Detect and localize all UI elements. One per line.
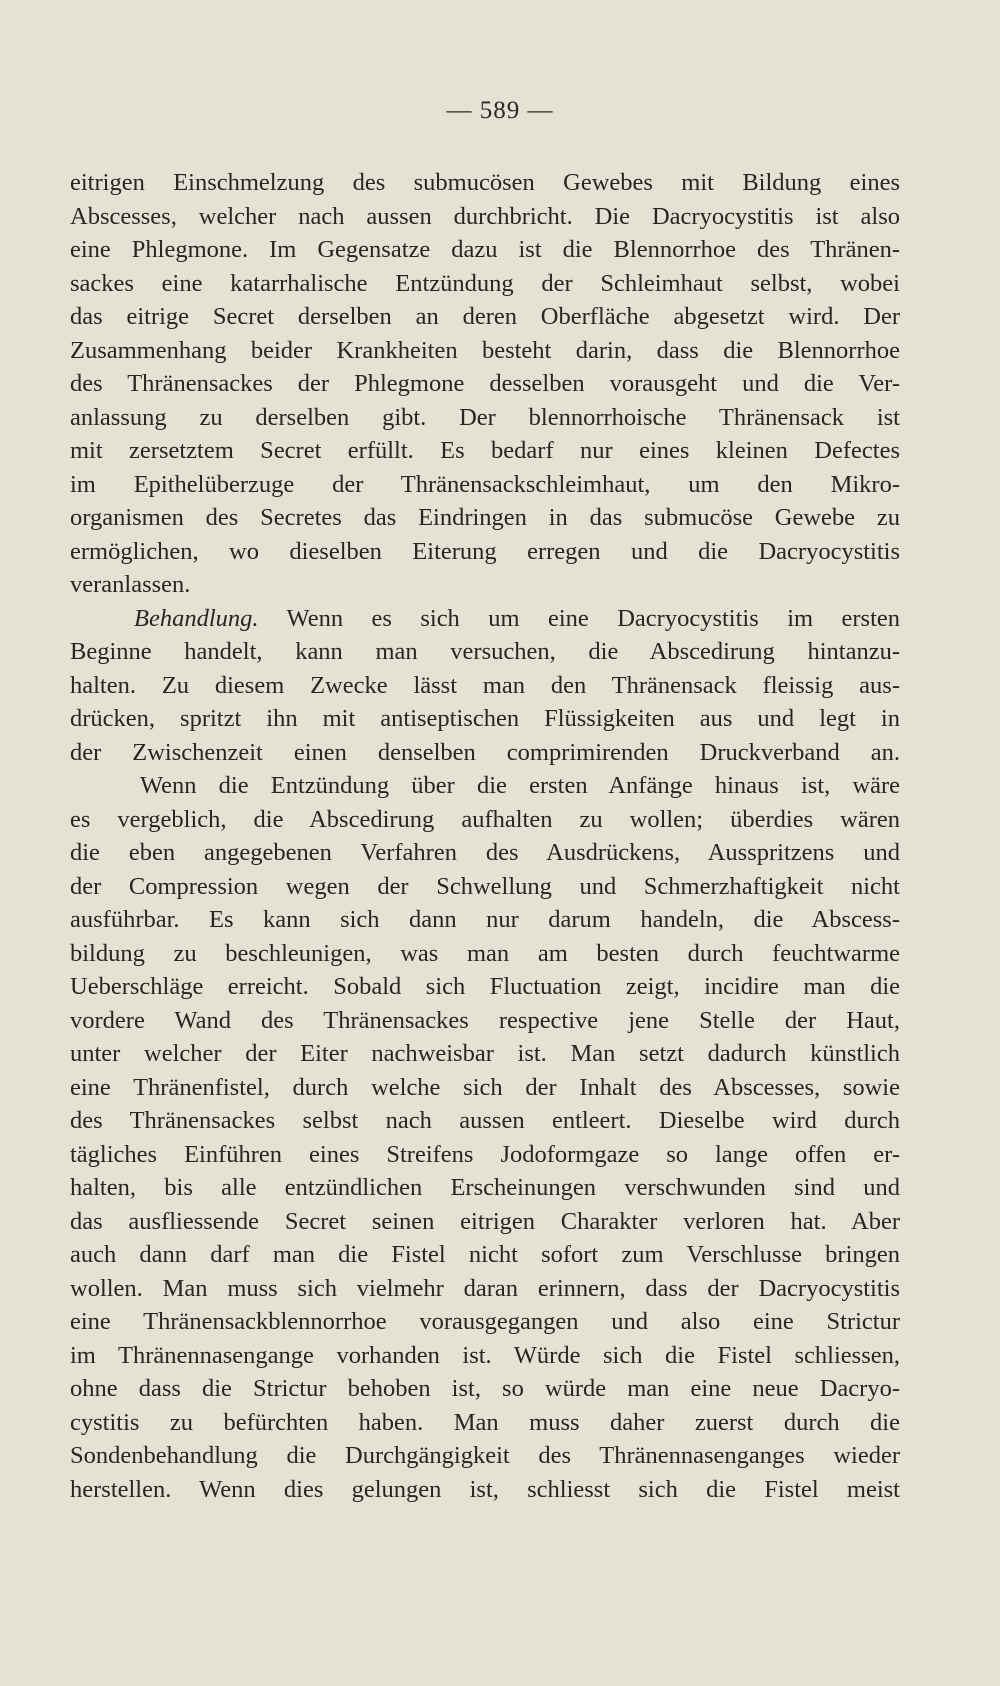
text-line: Ueberschläge erreicht. Sobald sich Fluctuation zeigt, incidire man die bbox=[70, 973, 900, 1000]
text-line: veranlassen. bbox=[70, 571, 191, 598]
text-line: Abscesses, welcher nach aussen durchbricht. Die Dacryocystitis ist also bbox=[70, 202, 900, 230]
text-line: halten, bis alle entzündlichen Erscheinungen verschwunden sind und bbox=[70, 1174, 900, 1201]
text-line: wollen. Man muss sich vielmehr daran erinnern, dass der Dacryocystitis bbox=[70, 1274, 900, 1302]
text-line: das ausfliessende Secret seinen eitrigen Charakter verloren hat. Aber bbox=[70, 1207, 900, 1235]
text-line: mit zersetztem Secret erfüllt. Es bedarf nur eines kleinen Defectes bbox=[70, 437, 900, 464]
text-line: im Thränennasengange vorhanden ist. Würde sich die Fistel schliessen, bbox=[70, 1341, 900, 1369]
text-line: eine Thränensackblennorrhoe vorausgegangen und also eine Strictur bbox=[70, 1308, 900, 1335]
body-text bbox=[70, 166, 900, 1506]
text-line: Sondenbehandlung die Durchgängigkeit des Thränennasenganges wieder bbox=[70, 1442, 900, 1469]
text-line: im Epithelüberzuge der Thränensackschleimhaut, um den Mikro- bbox=[70, 470, 900, 498]
text-line: unter welcher der Eiter nachweisbar ist. Man setzt dadurch künstlich bbox=[70, 1040, 900, 1067]
text-line: sackes eine katarrhalische Entzündung der Schleimhaut selbst, wobei bbox=[70, 269, 900, 297]
text-line: cystitis zu befürchten haben. Man muss daher zuerst durch die bbox=[70, 1408, 900, 1436]
text-line: ausführbar. Es kann sich dann nur darum handeln, die Abscess- bbox=[70, 906, 900, 933]
section-heading-line bbox=[70, 602, 900, 636]
section-heading: Behandlung. bbox=[134, 604, 259, 632]
text-line: eine Phlegmone. Im Gegensatze dazu ist die Blennorrhoe des Thränen- bbox=[70, 236, 900, 263]
page-number: — 589 — bbox=[446, 97, 554, 124]
text-line: die eben angegebenen Verfahren des Ausdrückens, Ausspritzens und bbox=[70, 839, 900, 866]
text-line: der Compression wegen der Schwellung und Schmerzhaftigkeit nicht bbox=[70, 872, 900, 900]
text-line: es vergeblich, die Abscedirung aufhalten zu wollen; überdies wären bbox=[70, 805, 900, 833]
text-line: tägliches Einführen eines Streifens Jodoformgaze so lange offen er- bbox=[70, 1140, 900, 1168]
text-line: eitrigen Einschmelzung des submucösen Gewebes mit Bildung eines bbox=[70, 169, 900, 196]
text-line: das eitrige Secret derselben an deren Oberfläche abgesetzt wird. Der bbox=[70, 303, 900, 330]
text-line: drücken, spritzt ihn mit antiseptischen Flüssigkeiten aus und legt in bbox=[70, 705, 900, 732]
text-line: vordere Wand des Thränensackes respective jene Stelle der Haut, bbox=[70, 1006, 900, 1034]
text-line: herstellen. Wenn dies gelungen ist, schliesst sich die Fistel meist bbox=[70, 1475, 900, 1503]
heading-continuation: Wenn es sich um eine Dacryocystitis im ersten bbox=[258, 604, 900, 632]
text-line: auch dann darf man die Fistel nicht sofort zum Verschlusse bringen bbox=[70, 1241, 900, 1268]
text-line: Zusammenhang beider Krankheiten besteht darin, dass die Blennorrhoe bbox=[70, 336, 900, 364]
text-line: ermöglichen, wo dieselben Eiterung erregen und die Dacryocystitis bbox=[70, 537, 900, 565]
text-line: des Thränensackes der Phlegmone desselben vorausgeht und die Ver- bbox=[70, 370, 900, 397]
text-line: der Zwischenzeit einen denselben comprimirenden Druckverband an. bbox=[70, 738, 900, 766]
paragraph-first-line: Wenn die Entzündung über die ersten Anfänge hinaus ist, wäre bbox=[140, 772, 900, 799]
text-line: organismen des Secretes das Eindringen in das submucöse Gewebe zu bbox=[70, 504, 900, 531]
text-line: des Thränensackes selbst nach aussen entleert. Dieselbe wird durch bbox=[70, 1107, 900, 1134]
text-line: Beginne handelt, kann man versuchen, die Abscedirung hintanzu- bbox=[70, 638, 900, 665]
text-line: halten. Zu diesem Zwecke lässt man den Thränensack fleissig aus- bbox=[70, 671, 900, 699]
text-line: anlassung zu derselben gibt. Der blennorrhoische Thränensack ist bbox=[70, 403, 900, 431]
text-line: ohne dass die Strictur behoben ist, so würde man eine neue Dacryo- bbox=[70, 1375, 900, 1402]
text-line: bildung zu beschleunigen, was man am besten durch feuchtwarme bbox=[70, 939, 900, 967]
text-line: eine Thränenfistel, durch welche sich der Inhalt des Abscesses, sowie bbox=[70, 1073, 900, 1101]
